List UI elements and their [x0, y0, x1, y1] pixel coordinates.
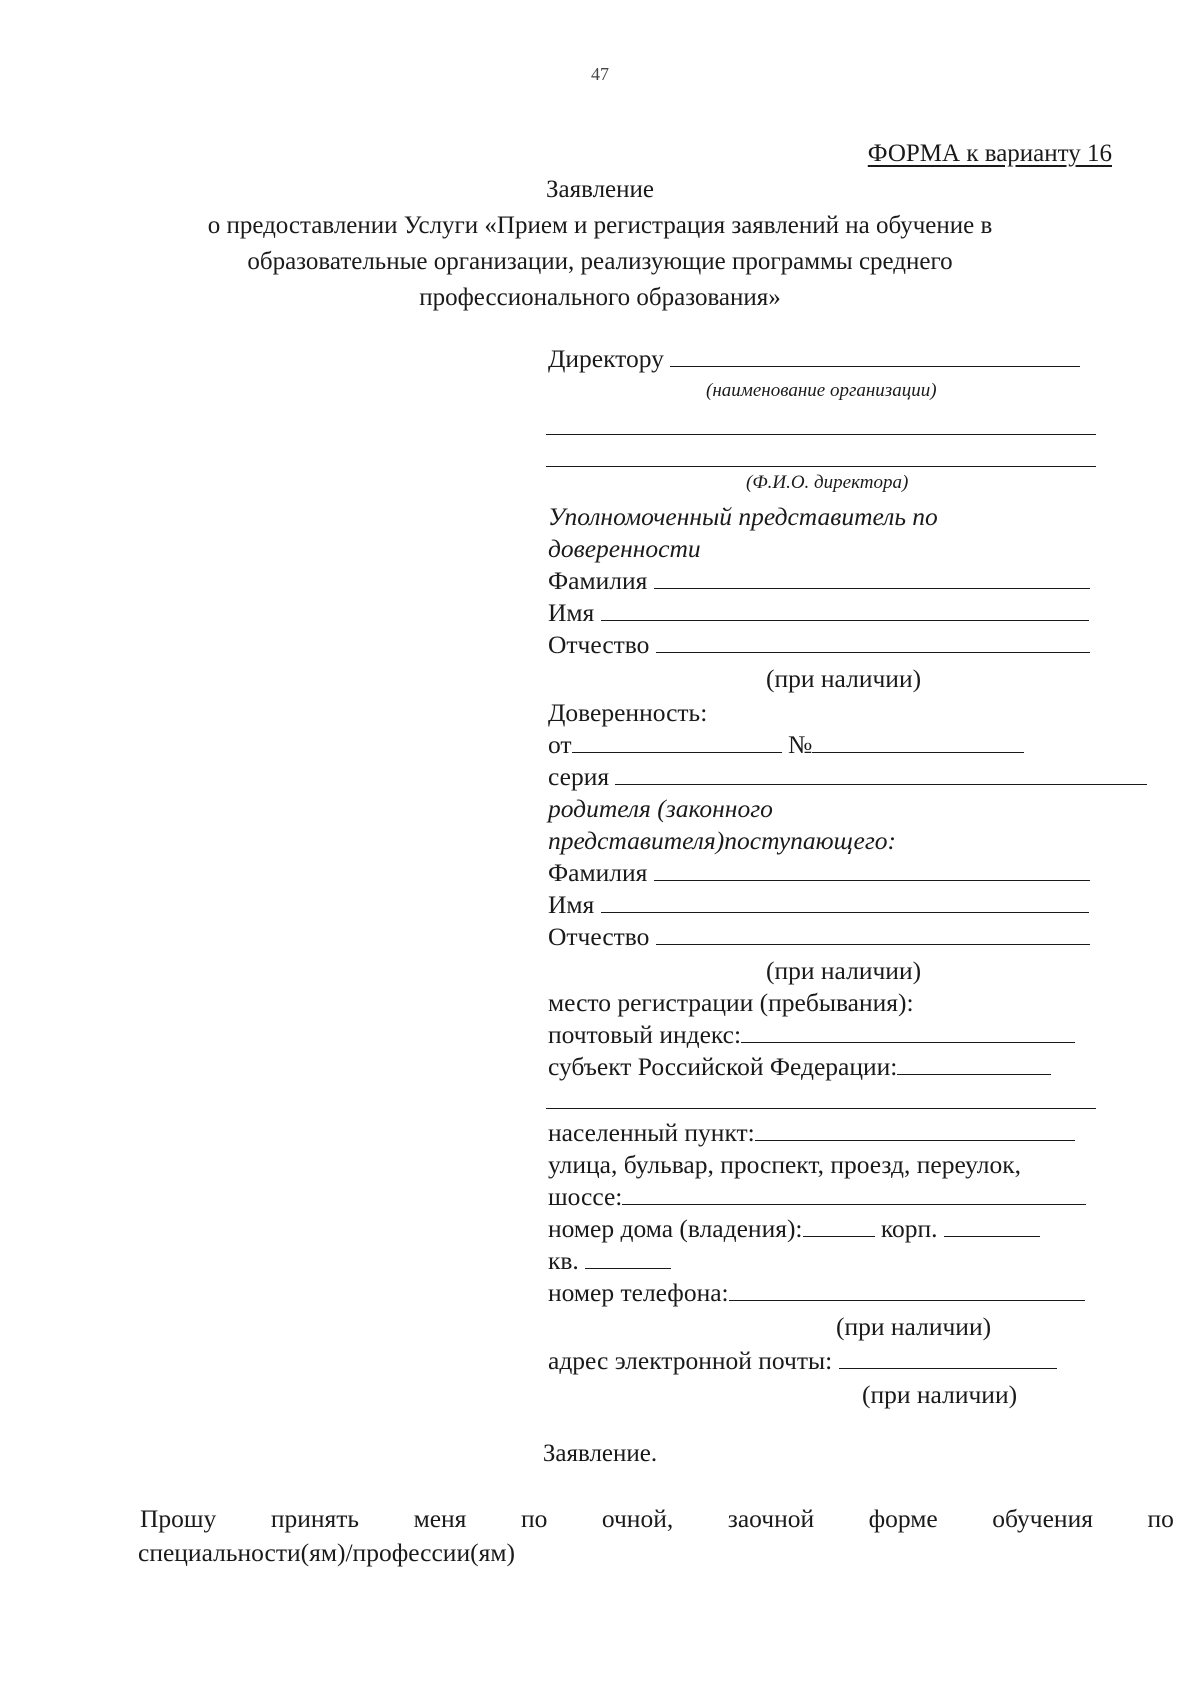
- parent-heading-line-1: родителя (законного: [548, 794, 773, 823]
- surname-label: Фамилия: [548, 566, 648, 595]
- form-variant-label: ФОРМА к варианту 16: [867, 140, 1112, 167]
- parent-if-any-caption: (при наличии): [766, 956, 922, 985]
- statement-word: по: [1147, 1504, 1174, 1533]
- series-input-line[interactable]: [615, 764, 1147, 785]
- director-fio-caption: (Ф.И.О. директора): [746, 472, 909, 493]
- statement-word: принять: [270, 1504, 360, 1533]
- statement-word: очной,: [601, 1504, 674, 1533]
- representative-heading-line-2: доверенности: [548, 534, 701, 563]
- postcode-field[interactable]: [548, 1020, 1075, 1050]
- power-of-attorney-series-field[interactable]: [548, 762, 1147, 792]
- director-field[interactable]: [548, 344, 1080, 374]
- statement-word: заочной: [727, 1504, 815, 1533]
- phone-field[interactable]: [548, 1278, 1085, 1308]
- apartment-input-line[interactable]: [585, 1248, 671, 1269]
- apartment-field[interactable]: [548, 1246, 671, 1276]
- patronymic-input-line[interactable]: [656, 924, 1090, 945]
- parent-surname-field[interactable]: [548, 858, 1090, 888]
- director-fio-line[interactable]: [546, 466, 1096, 467]
- representative-surname-field[interactable]: [548, 566, 1090, 596]
- house-input-line[interactable]: [803, 1216, 875, 1237]
- house-building-field[interactable]: [548, 1214, 1040, 1244]
- locality-label: населенный пункт:: [548, 1118, 755, 1147]
- building-label: корп.: [880, 1214, 938, 1243]
- statement-word: по: [520, 1504, 548, 1533]
- federation-subject-input-line[interactable]: [897, 1054, 1051, 1075]
- representative-heading-line-1: Уполномоченный представитель по: [548, 502, 938, 531]
- name-input-line[interactable]: [601, 600, 1089, 621]
- document-title-line-2: образовательные организации, реализующие программы среднего: [247, 248, 953, 275]
- phone-if-any-caption: (при наличии): [836, 1312, 992, 1341]
- director-label: Директору: [548, 344, 664, 373]
- statement-text-line-1: [140, 1504, 1174, 1534]
- registration-place-label: место регистрации (пребывания):: [548, 988, 914, 1017]
- street-type-label: улица, бульвар, проспект, проезд, переулок,: [548, 1150, 1022, 1179]
- power-of-attorney-label: Доверенность:: [548, 698, 708, 727]
- email-field[interactable]: [548, 1346, 1057, 1376]
- organization-name-line[interactable]: [546, 434, 1096, 435]
- federation-subject-field[interactable]: [548, 1052, 1051, 1082]
- patronymic-label: Отчество: [548, 630, 650, 659]
- parent-heading-line-2: представителя)поступающего:: [548, 826, 897, 855]
- representative-name-field[interactable]: [548, 598, 1089, 628]
- highway-field[interactable]: [548, 1182, 1086, 1212]
- series-label: серия: [548, 762, 610, 791]
- house-label: номер дома (владения):: [548, 1214, 803, 1243]
- federation-subject-label: субъект Российской Федерации:: [548, 1052, 898, 1081]
- power-of-attorney-date-number-field[interactable]: [548, 730, 1024, 760]
- name-input-line[interactable]: [601, 892, 1089, 913]
- email-input-line[interactable]: [839, 1348, 1057, 1369]
- statement-word: форме: [868, 1504, 938, 1533]
- federation-subject-continuation-line[interactable]: [546, 1108, 1096, 1109]
- statement-word: меня: [413, 1504, 467, 1533]
- name-label: Имя: [548, 890, 595, 919]
- patronymic-label: Отчество: [548, 922, 650, 951]
- document-title-line-1: о предоставлении Услуги «Прием и регистрация заявлений на обучение в: [207, 212, 993, 239]
- street-input-line[interactable]: [622, 1184, 1086, 1205]
- surname-input-line[interactable]: [654, 860, 1090, 881]
- poa-number-input-line[interactable]: [812, 732, 1024, 753]
- parent-patronymic-field[interactable]: [548, 922, 1090, 952]
- patronymic-input-line[interactable]: [656, 632, 1090, 653]
- highway-label: шоссе:: [548, 1182, 623, 1211]
- statement-word: обучения: [992, 1504, 1093, 1533]
- locality-input-line[interactable]: [755, 1120, 1075, 1141]
- name-label: Имя: [548, 598, 595, 627]
- number-label: №: [787, 730, 813, 759]
- apartment-label: кв.: [548, 1246, 579, 1275]
- statement-heading: Заявление.: [542, 1440, 658, 1467]
- locality-field[interactable]: [548, 1118, 1075, 1148]
- postcode-input-line[interactable]: [741, 1022, 1075, 1043]
- organization-caption: (наименование организации): [706, 380, 937, 401]
- document-title-line-3: профессионального образования»: [419, 284, 781, 311]
- representative-if-any-caption: (при наличии): [766, 664, 922, 693]
- surname-label: Фамилия: [548, 858, 648, 887]
- building-input-line[interactable]: [944, 1216, 1040, 1237]
- page-number: 47: [591, 64, 609, 84]
- parent-name-field[interactable]: [548, 890, 1089, 920]
- representative-patronymic-field[interactable]: [548, 630, 1090, 660]
- phone-label: номер телефона:: [548, 1278, 729, 1307]
- surname-input-line[interactable]: [654, 568, 1090, 589]
- director-input-line[interactable]: [670, 346, 1080, 367]
- email-if-any-caption: (при наличии): [862, 1380, 1018, 1409]
- from-label: от: [548, 730, 572, 759]
- poa-date-input-line[interactable]: [572, 732, 782, 753]
- document-heading: Заявление: [545, 176, 655, 203]
- statement-word: Прошу: [140, 1504, 217, 1533]
- email-label: адрес электронной почты:: [548, 1346, 833, 1375]
- statement-text-line-2: специальности(ям)/профессии(ям): [138, 1538, 515, 1567]
- phone-input-line[interactable]: [729, 1280, 1085, 1301]
- postcode-label: почтовый индекс:: [548, 1020, 742, 1049]
